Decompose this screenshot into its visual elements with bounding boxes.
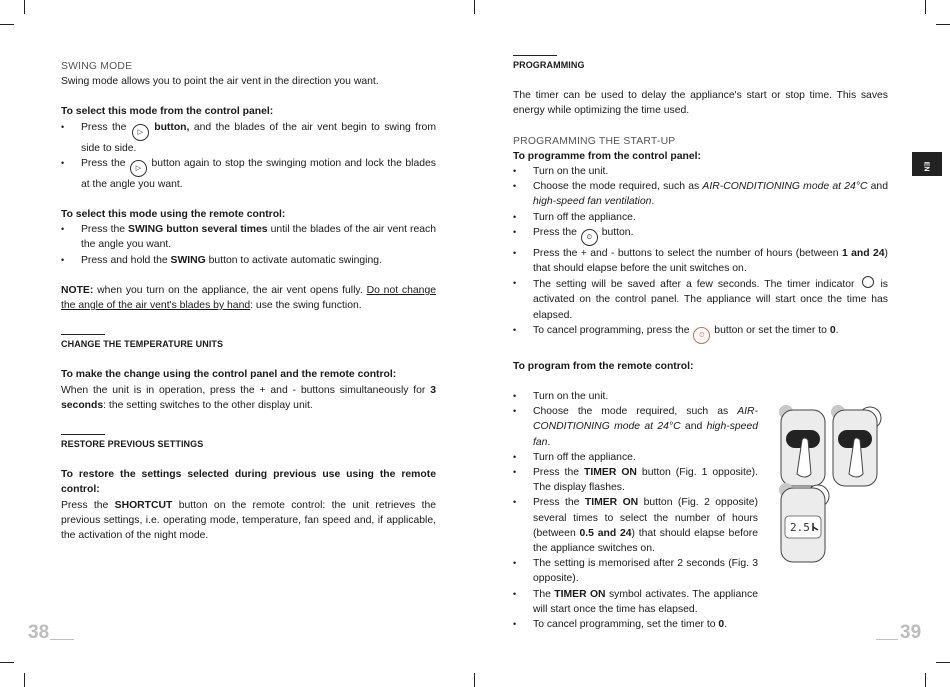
units-section-title: CHANGE THE TEMPERATURE UNITS: [61, 339, 224, 350]
language-tab: EN: [912, 152, 942, 176]
crop-mark-top-left: [24, 0, 25, 14]
section-rule: [61, 434, 105, 435]
page-number-left: 38: [28, 622, 50, 643]
panel-heading: To select this mode from the control panel:: [61, 106, 274, 118]
restore-heading: To restore the settings selected during previous use using the remote control:: [61, 469, 436, 496]
page-number-rule-left: [50, 639, 74, 640]
clock-icon: [862, 276, 874, 288]
list-item: • The setting is memorised after 2 seconds (Fig. 3 opposite).: [513, 556, 758, 586]
swing-intro: Swing mode allows you to point the air vent in the direction you want.: [61, 76, 379, 88]
timer-button-icon: ⏲: [693, 327, 710, 344]
timer-button-icon: ⏲: [581, 229, 598, 246]
restore-text: Press the SHORTCUT button on the remote control: the unit retrieves the previous settings, i.e. operating mode, temperature, fan speed and, if applicable, the activation of the night mode.: [61, 499, 437, 542]
remote-steps-list: [61, 222, 436, 268]
list-item: • Press the TIMER ON button (Fig. 2 opposite) several times to select the number of hours (between 0.5 and 24) that should elapse before the appliance switches on.: [513, 495, 758, 556]
swing-note: NOTE: when you turn on the appliance, the air vent opens fully. Do not change the angle of the air vent's blades by hand: use the swing function.: [61, 284, 437, 312]
list-item: • To cancel programming, set the timer to 0.: [513, 617, 758, 632]
programming-section-title: PROGRAMMING: [513, 60, 585, 70]
crop-mark-top-left-h: [0, 24, 14, 25]
list-item: • Press the + and - buttons to select the number of hours (between 1 and 24) that should elapse before the unit switches on.: [513, 246, 888, 276]
swing-mode-heading: SWING MODE: [61, 61, 133, 72]
units-text: When the unit is in operation, press the + and - buttons simultaneously for 3 seconds: the setting switches to the other display unit.: [61, 384, 436, 411]
remote-figure-2: [830, 404, 882, 493]
list-item: • Turn on the unit.: [513, 164, 888, 179]
list-item: • Turn off the appliance.: [513, 450, 758, 465]
restore-section-title: RESTORE PREVIOUS SETTINGS: [61, 439, 204, 450]
list-item: • Press the SWING button several times until the blades of the air vent reach the angle you want.: [61, 222, 436, 252]
list-item: • Turn on the unit.: [513, 389, 758, 404]
crop-mark-top-right-h: [936, 24, 950, 25]
remote-programme-heading: To program from the remote control:: [513, 360, 694, 372]
page-number-right: 39: [900, 622, 922, 643]
page-number-rule-right: [876, 639, 898, 640]
list-item: • The setting will be saved after a few seconds. The timer indicator is activated on the control panel. The appliance will start once the time has elapsed.: [513, 276, 888, 323]
list-item: • Choose the mode required, such as AIR-CONDITIONING mode at 24°C and high-speed fan.: [513, 404, 758, 450]
list-item: • Turn off the appliance.: [513, 210, 888, 225]
crop-mark-top-right: [925, 0, 926, 14]
swing-button-icon: ▷: [132, 124, 149, 141]
startup-heading: PROGRAMMING THE START-UP: [513, 135, 676, 147]
crop-mark-bottom-left-h: [0, 662, 14, 663]
crop-mark-bottom-left: [24, 673, 25, 687]
remote-programme-list: [513, 389, 758, 632]
list-item: • To cancel programming, press the ⏲ button or set the timer to 0.: [513, 323, 888, 344]
list-item: • Choose the mode required, such as AIR-CONDITIONING mode at 24°C and high-speed fan ventilation.: [513, 179, 888, 209]
remote-figure-3: [778, 482, 832, 569]
crop-mark-bottom-right: [925, 673, 926, 687]
list-item: • Press the ⏲ button.: [513, 225, 888, 246]
crop-mark-top-center: [474, 0, 475, 14]
list-item: • Press the ▷ button again to stop the swinging motion and lock the blades at the angle you want.: [61, 156, 436, 192]
timer-display-value: 2.5: [790, 521, 810, 534]
crop-mark-bottom-right-h: [936, 662, 950, 663]
units-heading: To make the change using the control panel and the remote control:: [61, 369, 397, 381]
programming-intro: The timer can be used to delay the appliance's start or stop time. This saves energy while optimizing the time used.: [513, 90, 888, 117]
panel-programme-heading: To programme from the control panel:: [513, 150, 702, 162]
swing-button-icon: ▷: [130, 160, 147, 177]
panel-steps-list: [61, 120, 436, 192]
section-rule: [513, 55, 557, 56]
left-page-column: [61, 59, 436, 543]
section-rule: [61, 334, 105, 335]
remote-heading: To select this mode using the remote control:: [61, 209, 286, 221]
list-item: • Press and hold the SWING button to activate automatic swinging.: [61, 253, 436, 268]
panel-programme-list: [513, 164, 888, 344]
remote-figure-1: [778, 404, 828, 493]
remote-hand-icon: [830, 404, 882, 488]
list-item: • Press the TIMER ON button (Fig. 1 opposite). The display flashes.: [513, 465, 758, 495]
remote-hand-icon: [778, 404, 828, 488]
list-item: • The TIMER ON symbol activates. The appliance will start once the time has elapsed.: [513, 587, 758, 617]
crop-mark-bottom-center: [474, 673, 475, 687]
list-item: • Press the ▷ button, and the blades of the air vent begin to swing from side to side.: [61, 120, 436, 156]
